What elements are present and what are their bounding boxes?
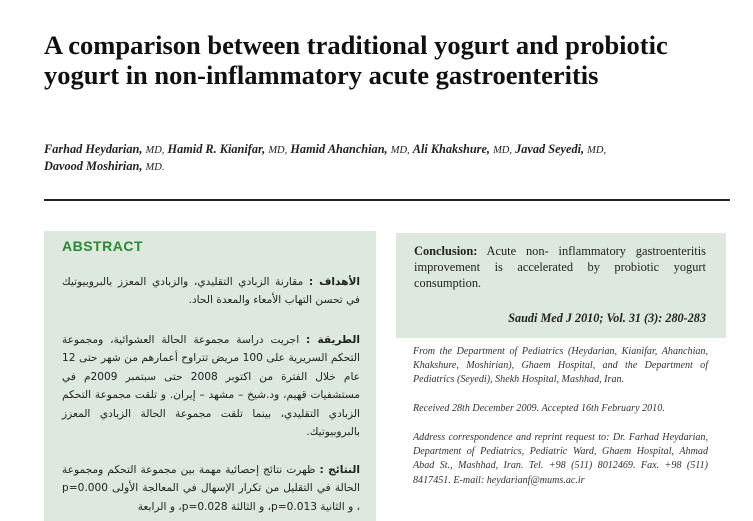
article-title: A comparison between traditional yogurt and probiotic yogurt in non-inflammatory acute gastroenteritis	[44, 30, 668, 90]
abstract-methods	[62, 331, 360, 441]
author-degree: MD.	[145, 161, 165, 173]
results-label: النتائج :	[319, 464, 360, 476]
abstract-results	[62, 461, 360, 516]
methods-label: الطريقة :	[306, 334, 360, 346]
author-name: Hamid R. Kianifar,	[167, 142, 266, 156]
received-note: Received 28th December 2009. Accepted 16th February 2010.	[413, 403, 665, 414]
journal-citation: Saudi Med J 2010; Vol. 31 (3): 280-283	[508, 311, 706, 325]
author-degree: MD,	[145, 145, 165, 156]
correspondence-note: Address correspondence and reprint request to: Dr. Farhad Heydarian, Department of Pediatrics, Pediatric Ward, Ghaem Hospital, Ahmad Abad St., Mashhad, Iran. Tel. +98 (511) 8012469. Fax. +98 (511) 8417451. E-mail: heydarianf@mums.ac.ir	[413, 432, 708, 486]
conclusion-label: Conclusion:	[414, 244, 478, 258]
author-list	[44, 142, 724, 175]
author-degree: MD,	[493, 145, 513, 156]
conclusion-paragraph	[414, 243, 706, 291]
abstract-panel	[44, 231, 376, 521]
objectives-label: الأهداف :	[308, 276, 360, 288]
methods-text: اجريت دراسة مجموعة الحالة العشوائية، ومجموعة التحكم السريرية على 100 مريض تتراوح أعمارهم من شهر حتى 12 عام خلال الفترة من اكتوبر 2008 حتى سبتمبر 2009م في مستشفيات قهيم، ود.شيخ – مشهد – إيران. و تلقت مجموعة التحكم الزبادي التقليدي، بينما تلقت مجموعة الحالة الزبادي المعزز بالبروبيوتيك.	[62, 334, 360, 439]
author-name: Farhad Heydarian,	[44, 142, 143, 156]
conclusion-panel	[396, 233, 726, 338]
author-name: Hamid Ahanchian,	[290, 142, 388, 156]
author-degree: MD,	[390, 145, 410, 156]
author-degree: MD,	[587, 145, 607, 156]
affiliation-note: From the Department of Pediatrics (Heydarian, Kianifar, Ahanchian, Khakshure, Moshirian), Ghaem Hospital, and the Department of Pediatrics (Seyedi), Shekh Hospital, Mashhad, Iran.	[413, 346, 708, 386]
author-degree: MD,	[268, 145, 288, 156]
abstract-objectives	[62, 273, 360, 310]
objectives-text: مقارنة الزبادي التقليدي، والزبادي المعزز بالبروبيوتيك في تحسن التهاب الأمعاء والمعدة الحاد.	[62, 276, 360, 307]
header-divider	[44, 199, 730, 201]
results-text: ظهرت نتائج إحصائية مهمة بين مجموعة التحكم ومجموعة الحالة في التقليل من تكرار الإسهال في المعالجة الأولى p=0.000 ، و الثانية p=0.013، و الثالثة p=0.028، و الرابعة	[62, 464, 360, 513]
author-name: Ali Khakshure,	[412, 142, 490, 156]
conclusion-text: Acute non- inflammatory gastroenteritis improvement is accelerated by probiotic yogurt consumption.	[414, 244, 706, 290]
author-name: Javad Seyedi,	[515, 142, 585, 156]
author-name: Davood Moshirian,	[44, 158, 143, 173]
abstract-heading: ABSTRACT	[62, 238, 143, 254]
